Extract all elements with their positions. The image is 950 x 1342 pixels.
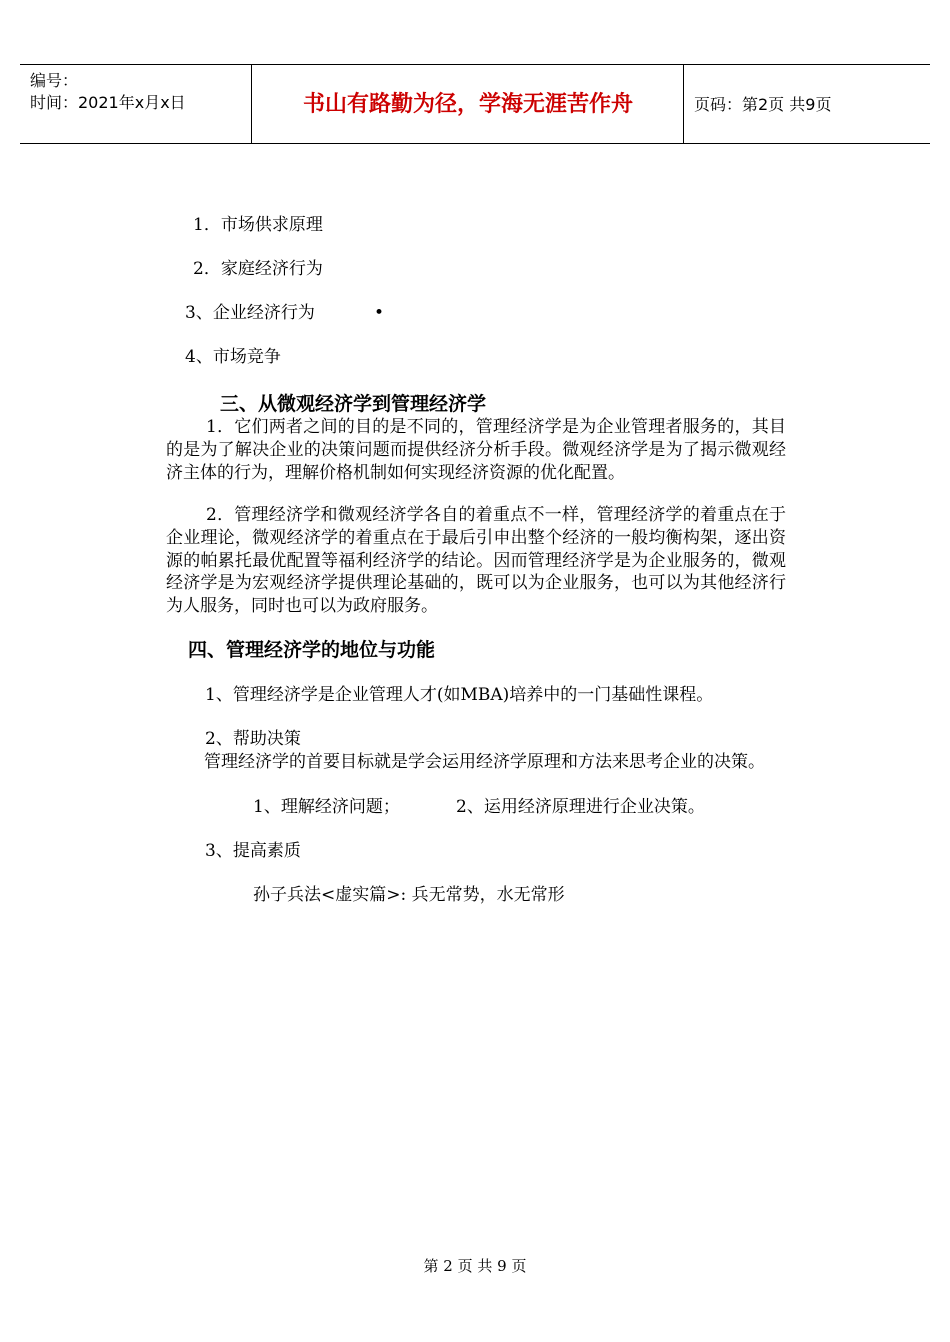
page-footer: 第 2 页 共 9 页 bbox=[423, 1257, 527, 1275]
paragraph: 1．它们两者之间的目的是不同的，管理经济学是为企业管理者服务的，其目的是为了解决企业的决策问题而提供经济分析手段。微观经济学是为了揭示微观经济主体的行为，理解价格机制如何实现经济资源的优化配置。 bbox=[166, 417, 786, 483]
list-item: 1．市场供求原理 bbox=[193, 215, 323, 235]
header-motto-cell bbox=[252, 65, 684, 143]
quote-line: 孙子兵法<虚实篇>: 兵无常势，水无常形 bbox=[253, 885, 565, 905]
list-item: 2．家庭经济行为 bbox=[193, 259, 323, 279]
list-item: 1、管理经济学是企业管理人才(如MBA)培养中的一门基础性课程。 bbox=[205, 685, 714, 705]
header-page-cell bbox=[684, 65, 930, 143]
list-item: 2、帮助决策 bbox=[205, 729, 301, 749]
document-time-label: 时间：2021年x月x日 bbox=[30, 93, 186, 112]
bullet-dot: • bbox=[374, 303, 385, 323]
paragraph: 管理经济学的首要目标就是学会运用经济学原理和方法来思考企业的决策。 bbox=[204, 752, 765, 772]
list-item: 4、市场竞争 bbox=[185, 347, 281, 367]
header-page-info: 页码：第2页 共9页 bbox=[694, 95, 832, 114]
header-motto: 书山有路勤为径，学海无涯苦作舟 bbox=[302, 92, 633, 117]
sub-list-item: 1、理解经济问题； bbox=[253, 797, 400, 817]
list-item: 3、企业经济行为 bbox=[185, 303, 315, 323]
document-number-label: 编号： bbox=[30, 71, 79, 90]
page-header bbox=[20, 64, 930, 144]
sub-list-item: 2、运用经济原理进行企业决策。 bbox=[456, 797, 705, 817]
paragraph: 2．管理经济学和微观经济学各自的着重点不一样，管理经济学的着重点在于企业理论，微观经济学的着重点在于最后引申出整个经济的一般均衡构架，逐出资源的帕累托最优配置等福利经济学的结论。因而管理经济学是为企业服务的，微观经济学是为宏观经济学提供理论基础的，既可以为企业服务，也可以为其他经济行为人服务，同时也可以为政府服务。 bbox=[166, 505, 786, 617]
section-heading: 三、从微观经济学到管理经济学 bbox=[220, 393, 487, 415]
section-heading: 四、管理经济学的地位与功能 bbox=[188, 639, 436, 661]
list-item: 3、提高素质 bbox=[205, 841, 301, 861]
header-meta-cell bbox=[20, 65, 252, 143]
